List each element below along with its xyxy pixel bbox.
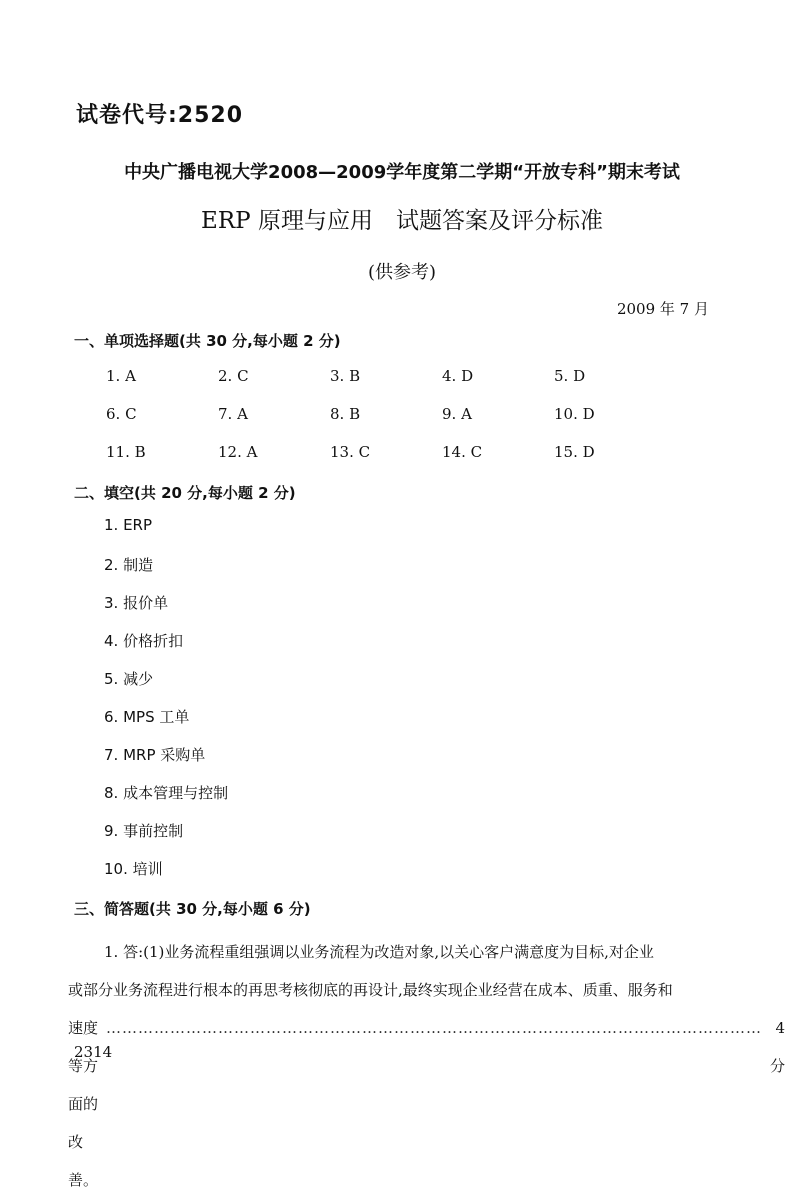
short-answer-paragraph <box>68 933 786 1199</box>
exam-title: 中央广播电视大学2008—2009学年度第二学期“开放专科”期末考试 <box>124 162 680 183</box>
section-1-heading: 一、单项选择题(共 30 分,每小题 2 分) <box>74 332 341 350</box>
page-number: 2314 <box>74 1043 113 1061</box>
answer-item: 3. B <box>330 367 361 385</box>
list-item: 1. ERP <box>104 516 153 534</box>
score-label: 4 分 <box>770 1019 786 1075</box>
paper-code: 试卷代号:2520 <box>76 103 244 128</box>
fill-in-answers <box>104 516 228 896</box>
answer-line: 速度等方面的改善。 <box>68 1019 99 1189</box>
list-item: 4. 价格折扣 <box>104 632 184 650</box>
answer-row <box>106 443 666 481</box>
section-3-heading: 三、简答题(共 30 分,每小题 6 分) <box>74 900 311 918</box>
answer-item: 11. B <box>106 443 146 461</box>
list-item: 2. 制造 <box>104 556 154 574</box>
answer-item: 9. A <box>442 405 472 423</box>
answer-item: 15. D <box>554 443 595 461</box>
list-item: 7. MRP 采购单 <box>104 746 206 764</box>
answer-line-with-score <box>68 1009 786 1199</box>
reference-note: (供参考) <box>367 262 437 283</box>
answer-line: 或部分业务流程进行根本的再思考核彻底的再设计,最终实现企业经营在成本、质重、服务和 <box>68 981 673 999</box>
answer-line: 1. 答:(1)业务流程重组强调以业务流程为改造对象,以关心客户满意度为目标,对企业 <box>104 943 654 961</box>
section-2-heading: 二、填空(共 20 分,每小题 2 分) <box>74 484 296 502</box>
list-item: 8. 成本管理与控制 <box>104 784 229 802</box>
answer-item: 6. C <box>106 405 137 423</box>
answer-item: 8. B <box>330 405 361 423</box>
exam-date: 2009 年 7 月 <box>616 300 709 318</box>
multiple-choice-answers <box>106 367 666 481</box>
answer-item: 5. D <box>554 367 586 385</box>
answer-item: 7. A <box>218 405 248 423</box>
answer-row <box>106 367 666 405</box>
course-title: ERP 原理与应用 试题答案及评分标准 <box>201 208 603 234</box>
leader-dots: …………………………………………………………………………………………………………… <box>106 1019 762 1037</box>
answer-item: 10. D <box>554 405 595 423</box>
answer-item: 1. A <box>106 367 136 385</box>
list-item: 6. MPS 工单 <box>104 708 190 726</box>
answer-item: 14. C <box>442 443 483 461</box>
list-item: 3. 报价单 <box>104 594 169 612</box>
list-item: 10. 培训 <box>104 860 163 878</box>
answer-item: 4. D <box>442 367 474 385</box>
answer-item: 12. A <box>218 443 258 461</box>
list-item: 9. 事前控制 <box>104 822 184 840</box>
list-item: 5. 减少 <box>104 670 154 688</box>
answer-row <box>106 405 666 443</box>
answer-item: 13. C <box>330 443 371 461</box>
answer-item: 2. C <box>218 367 249 385</box>
